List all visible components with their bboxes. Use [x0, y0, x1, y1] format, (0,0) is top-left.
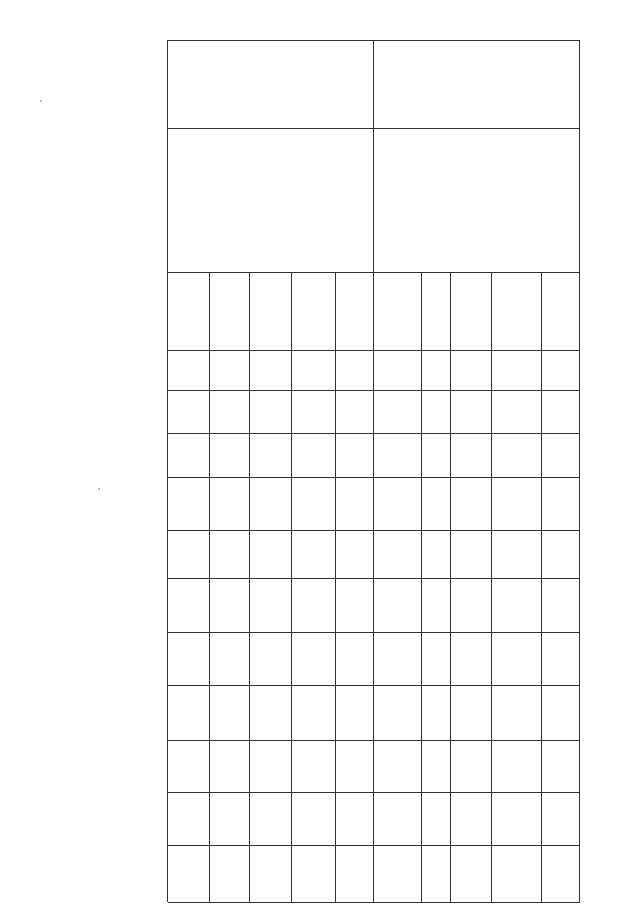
main-measure-label	[170, 43, 372, 125]
grid-line	[168, 477, 580, 478]
executor-label	[294, 275, 334, 347]
grid-line	[168, 632, 580, 633]
grid-line	[335, 272, 336, 902]
executor-label	[424, 275, 449, 347]
amount-cell	[156, 533, 208, 575]
grid-line	[168, 350, 580, 351]
amount-cell	[156, 848, 208, 899]
grid-line	[168, 792, 580, 793]
code-rzpr	[156, 393, 208, 430]
executor-label	[376, 275, 420, 347]
grid-line	[421, 272, 422, 902]
grid-line	[168, 845, 580, 846]
grid-line	[450, 272, 451, 902]
grid-line	[579, 40, 580, 902]
executor-label	[212, 275, 248, 347]
grid-line	[491, 272, 492, 902]
code-csr	[156, 436, 208, 474]
executor-label	[252, 275, 290, 347]
executor-label	[494, 275, 540, 347]
table-grid	[168, 40, 580, 902]
executor-label	[453, 275, 490, 347]
grid-line	[209, 272, 210, 902]
grid-line	[168, 530, 580, 531]
grid-line	[168, 433, 580, 434]
amount-cell	[156, 635, 208, 682]
scan-speck	[98, 488, 100, 490]
grid-line	[249, 272, 250, 902]
measure-description	[170, 131, 372, 269]
measure-description	[376, 131, 578, 269]
grid-line	[168, 272, 580, 273]
grid-line	[168, 40, 580, 41]
executor-label	[338, 275, 372, 347]
main-measure-label	[376, 43, 578, 125]
executor-label	[170, 275, 208, 347]
grid-line	[168, 740, 580, 741]
grid-line	[291, 272, 292, 902]
budget-table	[168, 40, 580, 902]
amount-cell	[156, 795, 208, 842]
grid-line	[168, 390, 580, 391]
grid-line	[541, 272, 542, 902]
executor-label	[544, 275, 578, 347]
grid-line	[168, 128, 580, 129]
code-grbs	[156, 353, 208, 387]
scan-speck	[40, 100, 42, 102]
grid-line	[168, 578, 580, 579]
amount-cell	[156, 688, 208, 737]
grid-line	[168, 902, 580, 903]
code-vr	[156, 480, 208, 527]
amount-cell	[156, 743, 208, 789]
grid-line	[168, 685, 580, 686]
amount-cell	[156, 581, 208, 629]
